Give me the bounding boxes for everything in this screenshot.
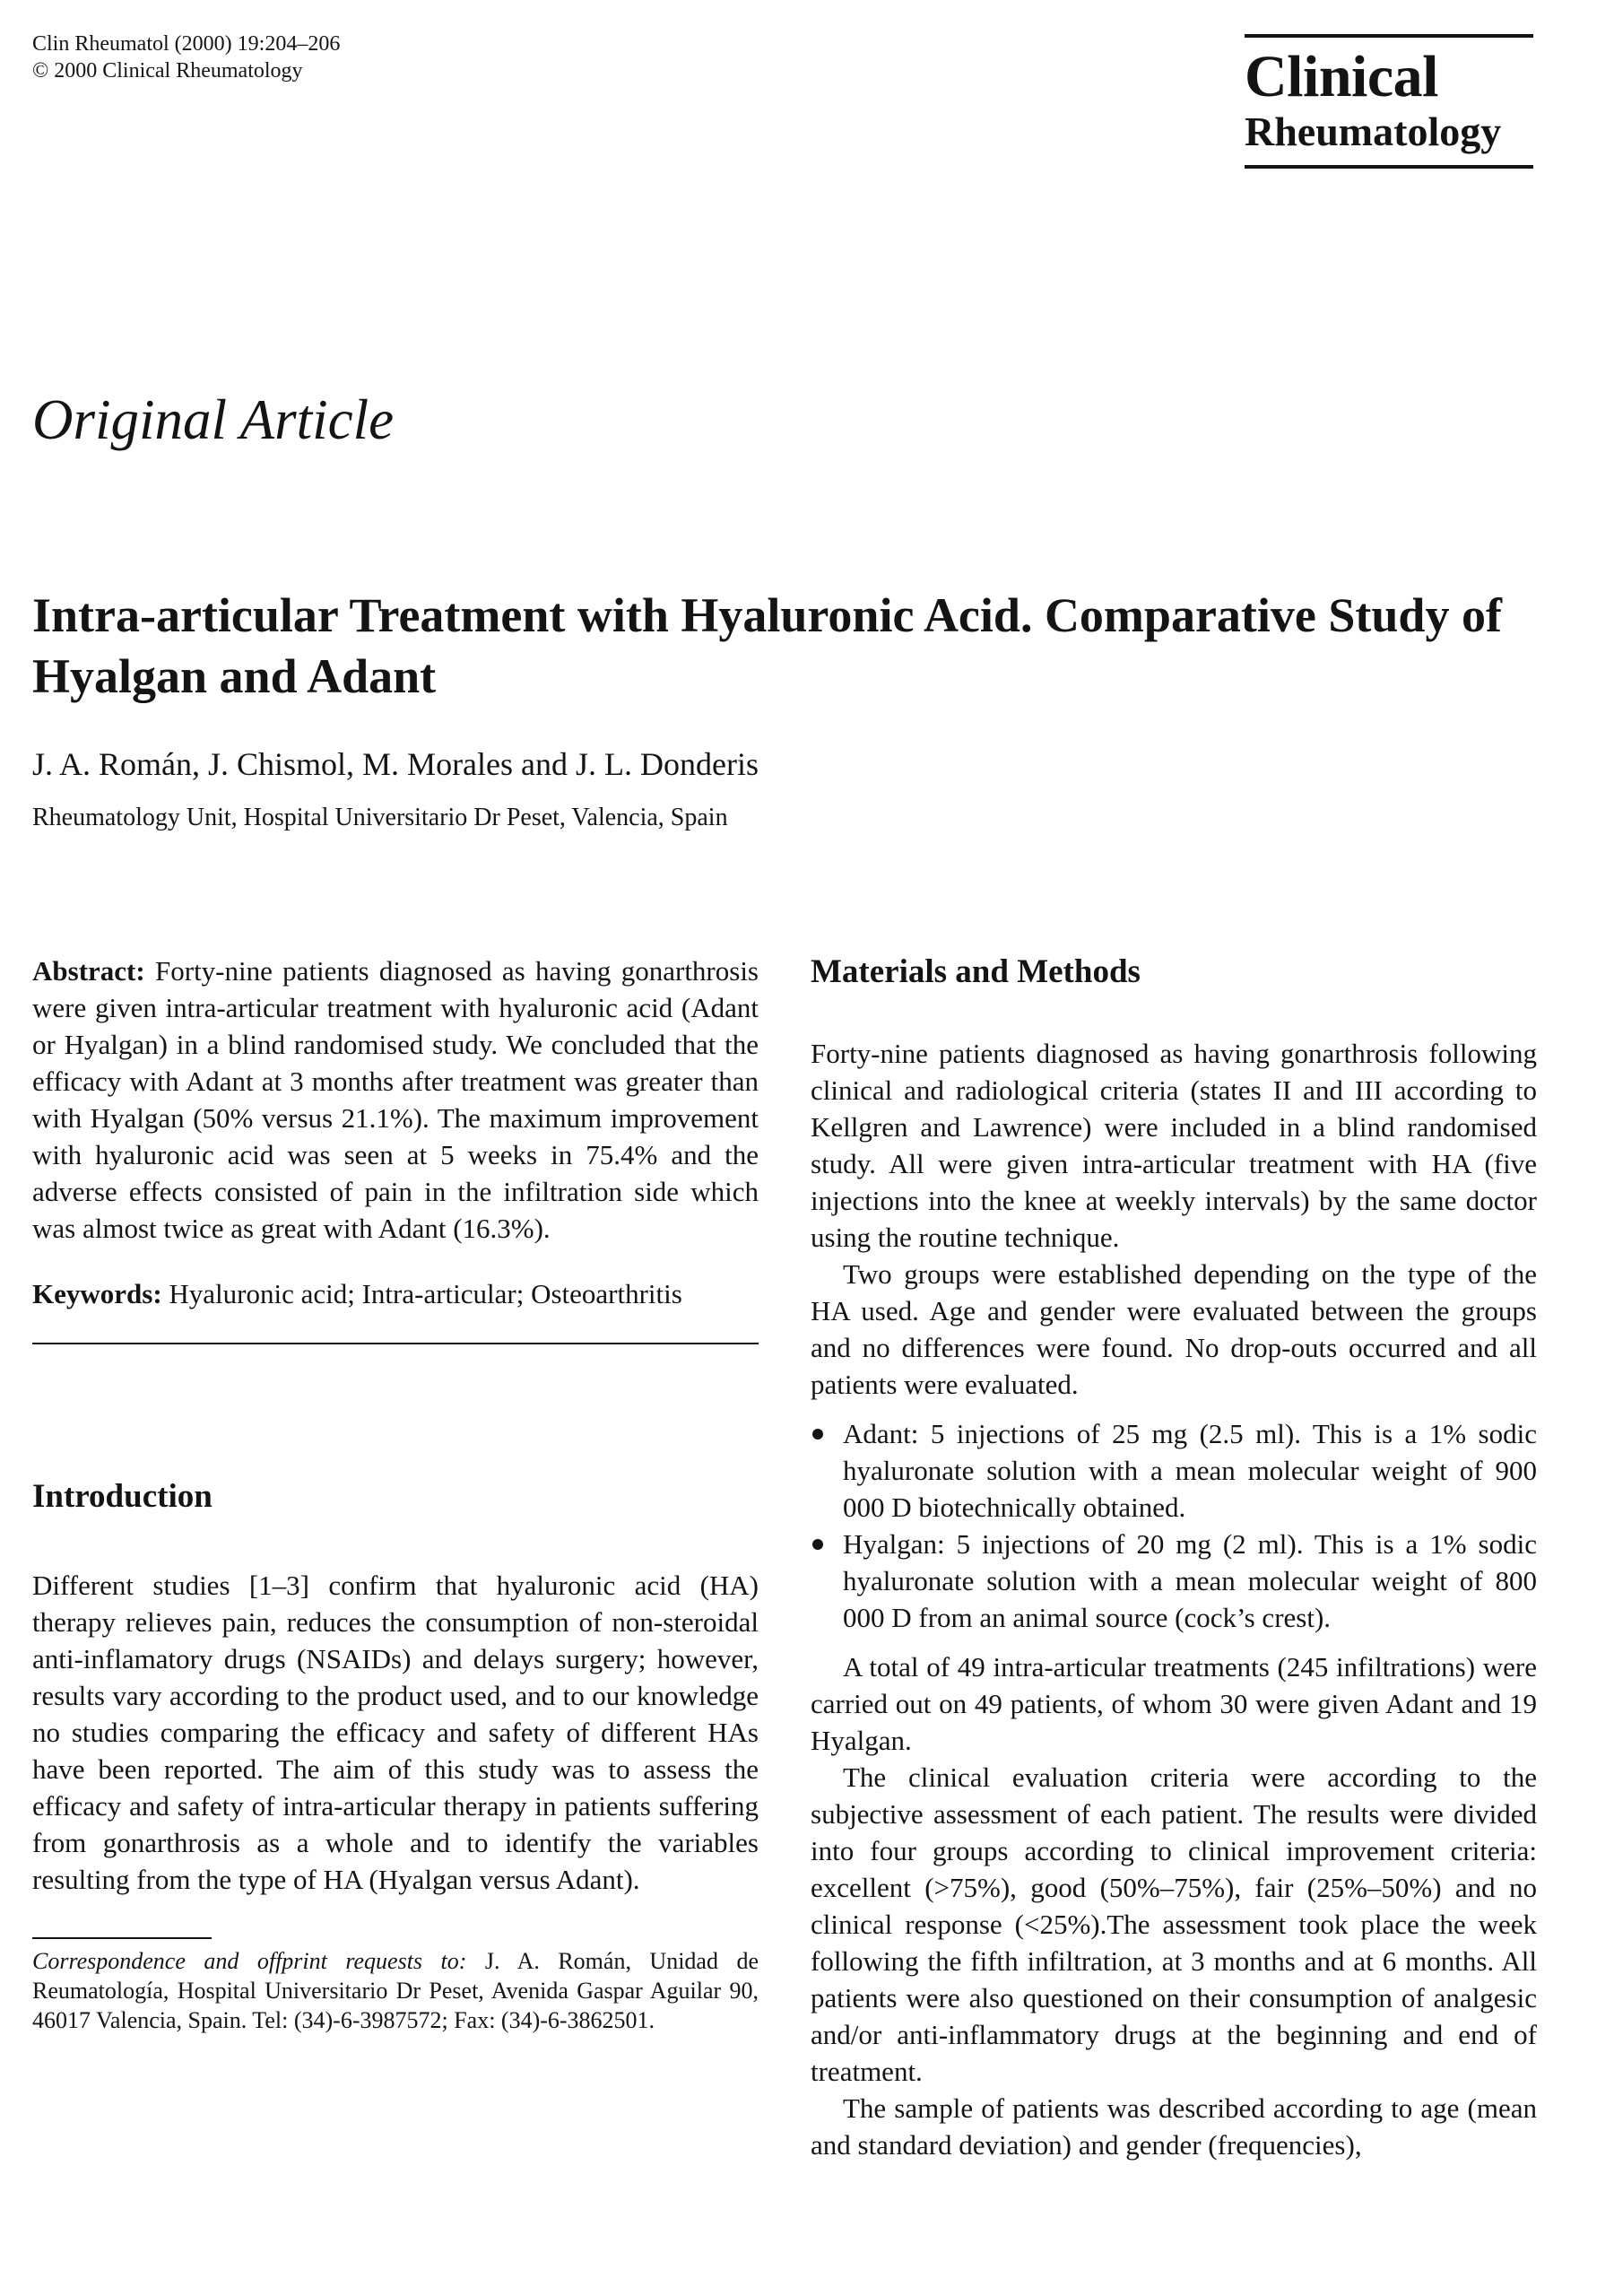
- correspondence-text: J. A. Román, Unidad de Reumatología, Hospital Universitario Dr Peset, Avenida Gaspar Aguilar 90, 46017 Valencia, Spain. Tel: (34)-6-3987572; Fax: (34)-6-3862501.: [32, 1948, 759, 2033]
- bullet-icon: [812, 1539, 823, 1550]
- author-list: J. A. Román, J. Chismol, M. Morales and J. L. Donderis: [32, 746, 759, 782]
- citation-block: [32, 30, 340, 84]
- methods-paragraph-4: The clinical evaluation criteria were according to the subjective assessment of each patient. The results were divided into four groups according to clinical improvement criteria: excellent (>75%), good (50%–75%), fair (25%–50%) and no clinical response (<25%).The assessment took place the week following the fifth infiltration, at 3 months and at 6 months. All patients were also questioned on their consumption of analgesic and/or anti-inflammatory drugs at the beginning and end of treatment.: [811, 1761, 1537, 2087]
- methods-paragraph-3: A total of 49 intra-articular treatments (245 infiltrations) were carried out on 49 patients, of whom 30 were given Adant and 19 Hyalgan.: [811, 1651, 1537, 1756]
- introduction-heading: Introduction: [32, 1478, 213, 1515]
- list-item: [811, 1415, 1537, 1526]
- correspondence-footnote: [32, 1946, 759, 2035]
- methods-heading: Materials and Methods: [811, 953, 1141, 990]
- keywords-text: Hyaluronic acid; Intra-articular; Osteoarthritis: [169, 1278, 682, 1309]
- abstract: [32, 952, 759, 1247]
- abstract-label: Abstract:: [32, 955, 145, 987]
- methods-paragraph-5: The sample of patients was described according to age (mean and standard deviation) and gender (frequencies),: [811, 2092, 1537, 2161]
- right-column: [811, 952, 1537, 2163]
- product-list: [811, 1415, 1537, 1636]
- keywords: [32, 1275, 759, 1312]
- correspondence-label: Correspondence and offprint requests to:: [32, 1948, 467, 1974]
- journal-name-line2: Rheumatology: [1245, 109, 1502, 154]
- journal-logo: [1245, 34, 1533, 169]
- left-column: [32, 952, 759, 2035]
- list-item-text: Adant: 5 injections of 25 mg (2.5 ml). This is a 1% sodic hyaluronate solution with a mean molecular weight of 900 000 D biotechnically obtained.: [843, 1418, 1537, 1523]
- methods-paragraph-1: Forty-nine patients diagnosed as having gonarthrosis following clinical and radiological criteria (states II and III according to Kellgren and Lawrence) were included in a blind randomised study. All were given intra-articular treatment with HA (five injections into the knee at weekly intervals) by the same doctor using the routine technique.: [811, 1038, 1537, 1253]
- list-item: [811, 1526, 1537, 1636]
- copyright-line: © 2000 Clinical Rheumatology: [32, 59, 303, 83]
- citation-line: Clin Rheumatol (2000) 19:204–206: [32, 32, 341, 56]
- journal-name-line1: Clinical: [1245, 44, 1439, 109]
- methods-paragraph-2: Two groups were established depending on the type of the HA used. Age and gender were evaluated between the groups and no differences were found. No drop-outs occurred and all patients were evaluated.: [811, 1258, 1537, 1400]
- list-item-text: Hyalgan: 5 injections of 20 mg (2 ml). This is a 1% sodic hyaluronate solution with a mean molecular weight of 800 000 D from an animal source (cock’s crest).: [843, 1528, 1537, 1633]
- bullet-icon: [812, 1429, 823, 1439]
- article-type: Original Article: [32, 388, 395, 451]
- introduction-paragraph: Different studies [1–3] confirm that hyaluronic acid (HA) therapy relieves pain, reduces the consumption of non-steroidal anti-inflamatory drugs (NSAIDs) and delays surgery; however, results vary according to the product used, and to our knowledge no studies comparing the efficacy and safety of different HAs have been reported. The aim of this study was to assess the efficacy and safety of intra-articular therapy in patients suffering from gonarthrosis as a whole and to identify the variables resulting from the type of HA (Hyalgan versus Adant).: [32, 1570, 759, 1895]
- affiliation: Rheumatology Unit, Hospital Universitario Dr Peset, Valencia, Spain: [32, 804, 728, 831]
- keywords-label: Keywords:: [32, 1278, 162, 1309]
- abstract-text: Forty-nine patients diagnosed as having gonarthrosis were given intra-articular treatment with hyaluronic acid (Adant or Hyalgan) in a blind randomised study. We concluded that the efficacy with Adant at 3 months after treatment was greater than with Hyalgan (50% versus 21.1%). The maximum improvement with hyaluronic acid was seen at 5 weeks in 75.4% and the adverse effects consisted of pain in the infiltration side which was almost twice as great with Adant (16.3%).: [32, 955, 759, 1244]
- article-title: Intra-articular Treatment with Hyaluronic Acid. Comparative Study of Hyalgan and Adant: [32, 588, 1502, 703]
